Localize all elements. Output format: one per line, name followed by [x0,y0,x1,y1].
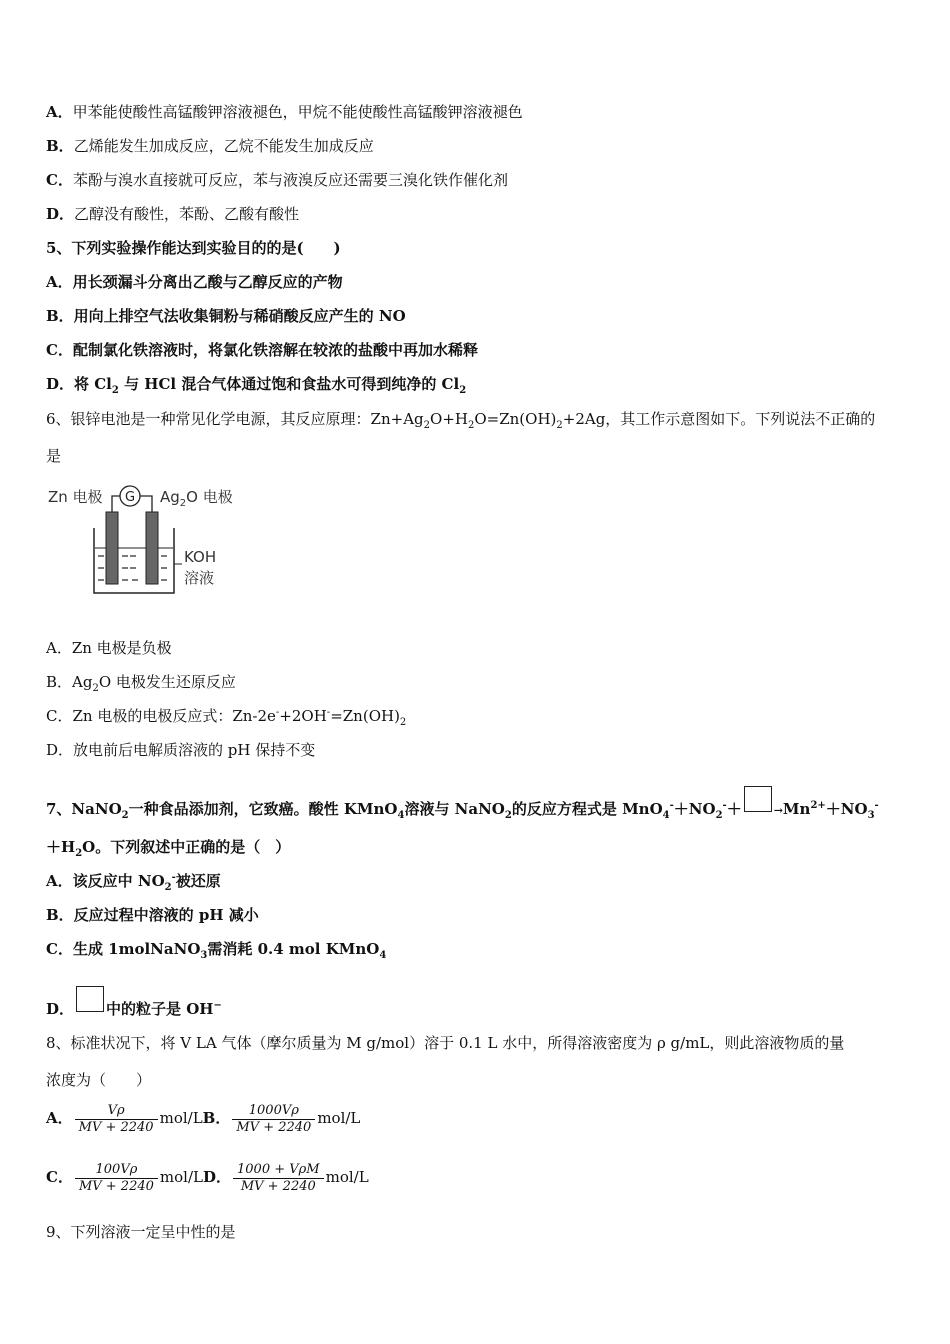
q4-option-b: B．乙烯能发生加成反应，乙烷不能发生加成反应 [46,137,374,155]
fraction-b: $\frac{1000V\rho}{MV + 2240}$ [232,1103,315,1136]
q4-option-a: A．甲苯能使酸性高锰酸钾溶液褪色，甲烷不能使酸性高锰酸钾溶液褪色 [46,103,523,121]
q7-option-d: D． 中的粒子是 OH− [46,986,222,1019]
q9-stem: 9、下列溶液一定呈中性的是 [46,1223,236,1241]
blank-box [76,986,104,1012]
battery-diagram [46,482,246,602]
fraction-d: $\frac{\text{1000 + VρM}}{MV + 2240}$ [233,1162,324,1195]
q4-option-d: D．乙醇没有酸性，苯酚、乙酸有酸性 [46,205,300,223]
q6-option-c: C．Zn 电极的电极反应式：$Zn-2e^-+2OH^-=Zn(OH)_2$ [46,707,407,728]
q6-stem-cont: 是 [46,447,62,465]
q8-stem-cont: 浓度为（ ） [46,1071,152,1089]
q5-option-c: C．配制氯化铁溶液时，将氯化铁溶解在较浓的盐酸中再加水稀释 [46,341,478,359]
q4-option-c: C．苯酚与溴水直接就可反应，苯与液溴反应还需要三溴化铁作催化剂 [46,171,508,189]
ag2o-electrode [146,512,158,584]
zn-electrode-label: Zn 电极 [48,488,103,506]
q5-option-b: B．用向上排空气法收集铜粉与稀硝酸反应产生的 NO [46,307,406,325]
q7-stem-cont: $+H_2O$。下列叙述中正确的是（ ） [46,838,291,859]
q8-options-ab: A． $\frac{V\rho}{MV + 2240}$ mol/LB． $\frac{1000V\rho}{MV + 2240}$ mol/L [46,1102,361,1135]
q7-option-b: B．反应过程中溶液的 pH 减小 [46,906,259,924]
koh-label: KOH [184,548,217,566]
q6-option-b: B．$Ag_2O$ 电极发生还原反应 [46,673,236,694]
blank-box [744,786,772,812]
fraction-c: $\frac{100V\rho}{MV + 2240}$ [75,1162,158,1195]
q5-option-a: A．用长颈漏斗分离出乙酸与乙醇反应的产物 [46,273,343,291]
wire-right [140,496,152,512]
q7-option-a: A．该反应中 $NO_2^-$被还原 [46,872,221,893]
q7-option-c: C．生成 1molNaNO$_3$需消耗 0.4 mol KMnO$_4$ [46,940,387,961]
q6-option-a: A．Zn 电极是负极 [46,639,172,657]
q8-stem: 8、标准状况下，将 V LA 气体（摩尔质量为 M g/mol）溶于 0.1 L 水中，所得溶液密度为 ρ g/mL，则此溶液物质的量 [46,1034,845,1052]
fraction-a: $\frac{V\rho}{MV + 2240}$ [75,1103,158,1136]
ag2o-electrode-label: $Ag_2O$ 电极 [160,488,233,509]
galvanometer-label: G [124,490,136,505]
zn-electrode [106,512,118,584]
q6-option-d: D．放电前后电解质溶液的 pH 保持不变 [46,741,316,759]
q5-option-d: D．将 $Cl_2$ 与 HCl 混合气体通过饱和食盐水可得到纯净的 $Cl_2$ [46,375,467,396]
q5-stem: 5、下列实验操作能达到实验目的的是( ) [46,239,341,257]
wire-left [112,496,120,512]
q7-stem: 7、NaNO$_2$一种食品添加剂，它致癌。酸性 KMnO$_4$溶液与 NaNO$_2$的反应方程式是 $MnO_4^-+NO_2^-+ \to Mn^{2+}+NO_3^-$ [46,786,879,821]
solution-label: 溶液 [184,569,215,587]
q8-options-cd: C． $\frac{100V\rho}{MV + 2240}$ mol/LD． $\frac{\text{1000 + VρM}}{MV + 2240}$ mol/L [46,1161,369,1194]
q6-stem: 6、银锌电池是一种常见化学电源，其反应原理：$Zn+Ag_2O+H_2O=Zn(OH)_2+2Ag$，其工作示意图如下。下列说法不正确的 [46,410,876,431]
